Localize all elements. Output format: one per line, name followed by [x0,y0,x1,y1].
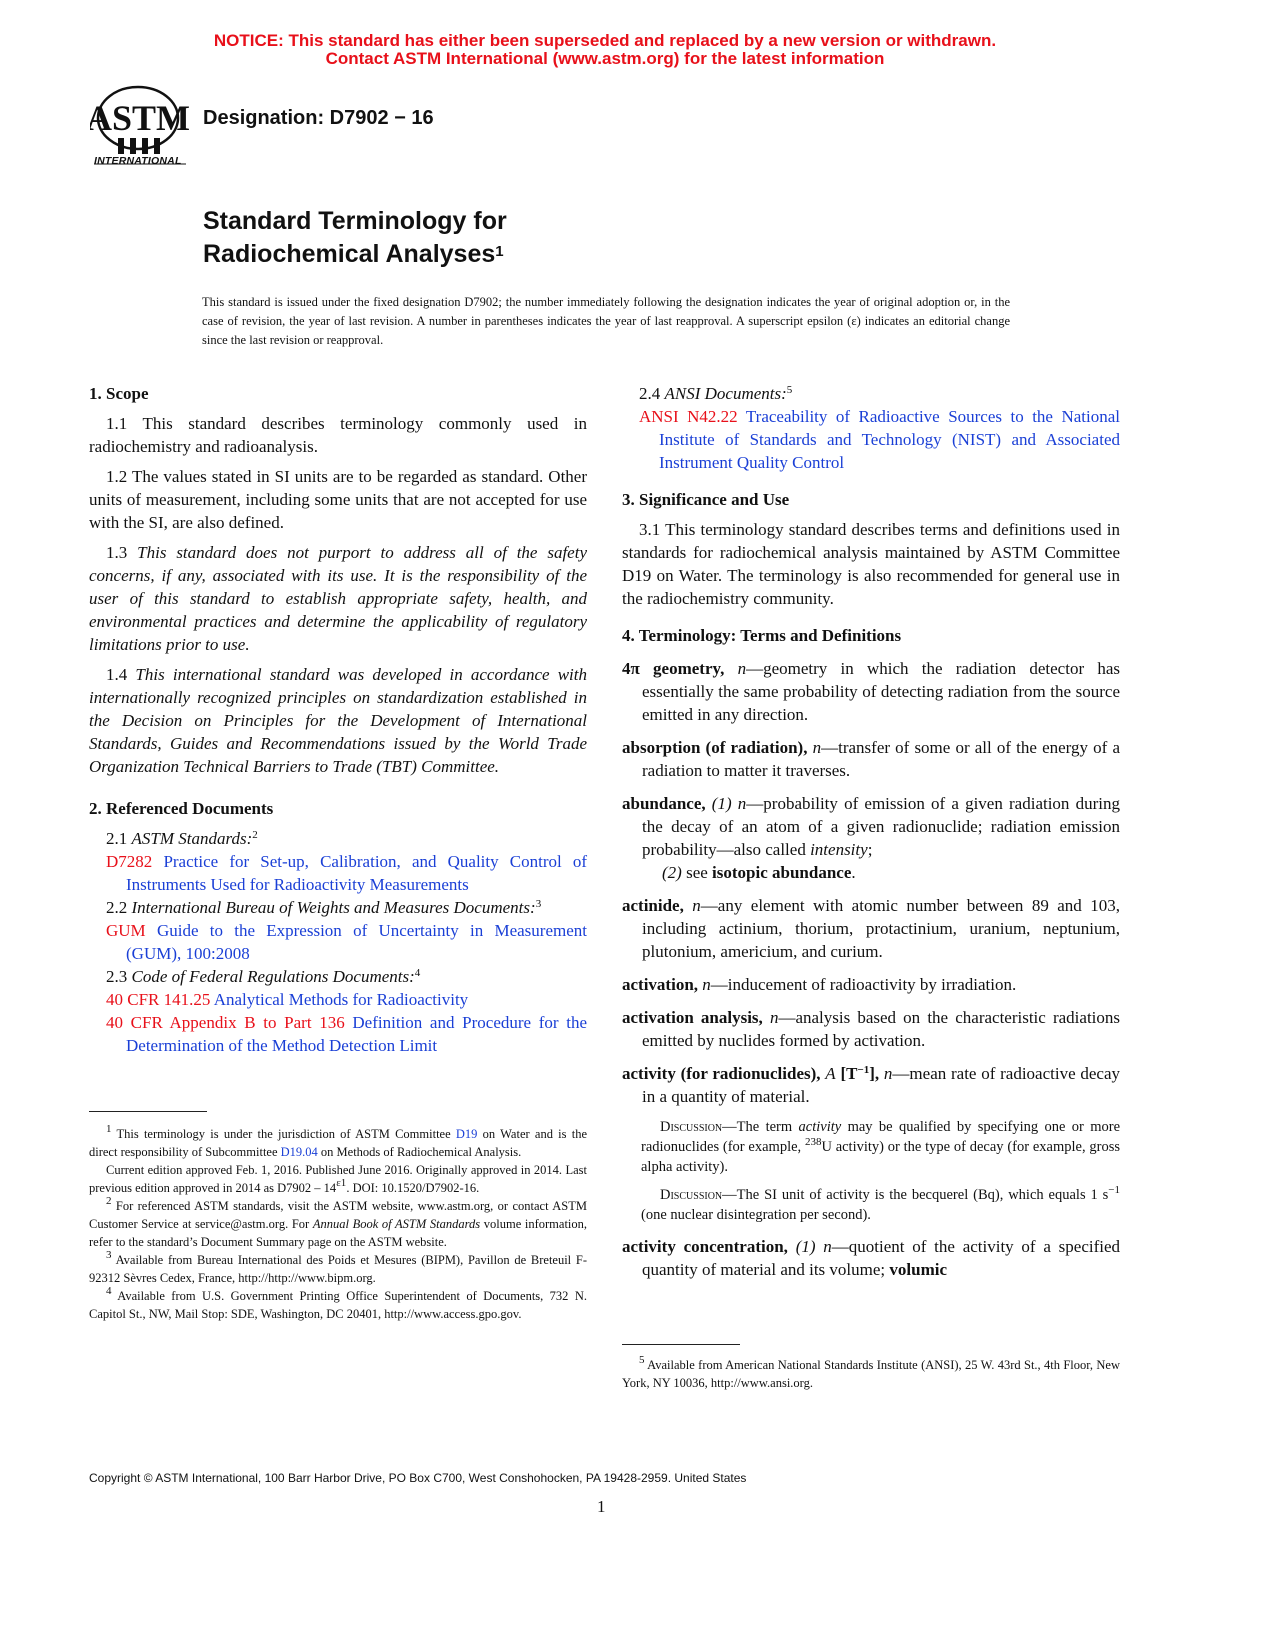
sense-number: (2) [662,863,682,882]
subsection-title: International Bureau of Weights and Measures Documents: [131,898,536,917]
part-of-speech: n [812,738,822,757]
footnotes-right [622,1356,1120,1392]
term-definition: —analysis based on the characteristic radiations emitted by nuclides formed by activation. [642,1008,1121,1050]
subsection-number: 2.4 [639,384,661,403]
term-definition: —transfer of some or all of the energy of a radiation to matter it traverses. [642,738,1120,780]
term-sense-2 [642,863,856,882]
notice-line-2: Contact ASTM International (www.astm.org) for the latest information [325,49,885,68]
term-name: activation, [622,975,699,994]
part-of-speech: n [692,896,701,915]
footnote-separator-right [622,1344,740,1345]
punctuation: . [851,863,856,882]
reference-code-link[interactable]: GUM [106,921,146,940]
footnote-2 [89,1197,587,1251]
part-of-speech: n [702,975,711,994]
title-line-2 [203,238,507,271]
footnote-ref: 5 [786,384,793,396]
footnote-1 [89,1125,587,1161]
document-title [203,205,507,271]
subsection-2-1 [89,827,587,850]
discussion-text: (one nuclear disintegration per second). [641,1207,871,1223]
subsection-2-2 [89,896,587,919]
paragraph-1-3 [89,541,587,656]
sense-number: (1) [795,1237,816,1256]
subsection-title: ASTM Standards: [131,829,253,848]
term-activation [622,973,1120,996]
footnote-4 [89,1287,587,1323]
section-heading-significance: 3. Significance and Use [622,490,790,509]
notice-line-1: NOTICE: This standard has either been superseded and replaced by a new version or withdrawn. [213,31,997,50]
reference-40cfr-141-25 [89,988,587,1011]
title-line-2-text: Radiochemical Analyses [203,240,496,268]
reference-code-link[interactable]: ANSI N42.22 [639,407,738,426]
reference-code-link[interactable]: 40 CFR Appendix B to Part 136 [106,1013,345,1032]
paragraph-number: 1.3 [106,543,128,562]
astm-logo-icon [90,80,190,172]
committee-link[interactable]: D19 [455,1127,478,1141]
term-name: actinide, [622,896,684,915]
footnote-ref: 2 [252,829,258,841]
term-name: activity (for radionuclides), [622,1064,821,1083]
paragraph-1-2: 1.2 The values stated in SI units are to be regarded as standard. Other units of measurement, including some units that are not accepted for use with the SI, are also defined. [89,467,587,532]
term-name: absorption (of radiation), [622,738,808,757]
reference-d7282 [89,850,587,896]
left-column [89,382,587,1057]
discussion-1 [622,1117,1120,1177]
footnote-5 [622,1356,1120,1392]
term-abundance [622,792,1120,884]
footnote-text: on Water and is the direct responsibility of Subcommittee [89,1127,588,1159]
paragraph-text: This international standard was developed in accordance with internationally recognized principles on standardization established in the Decision on Principles for the Development of International Standards, Guides and Recommendations issued by the World Trade Organization Technical Barriers to Trade (TBT) Committee. [89,665,587,776]
footnote-text: . DOI: 10.1520/D7902-16. [346,1181,480,1195]
reference-title-link[interactable]: Definition and Procedure for the Determination of the Method Detection Limit [126,1013,587,1055]
footnote-text: This terminology is under the jurisdiction of ASTM Committee [116,1127,451,1141]
subsection-number: 2.3 [106,967,128,986]
paragraph-3-1: 3.1 This terminology standard describes terms and definitions used in standards for radiochemical analysis maintained by ASTM Committee D19 on Water. The terminology is also recommended for general use in the radiochemistry community. [622,520,1120,608]
subsection-number: 2.1 [106,829,128,848]
footnote-text: Available from Bureau International des Poids et Mesures (BIPM), Pavillon de Breteuil F-92312 Sèvres Cedex, France, http://http://www.bipm.org. [89,1253,588,1285]
part-of-speech: n [737,659,747,678]
term-name: 4π geometry, [622,659,725,678]
term-name: activation analysis, [622,1008,763,1027]
term-synonym: intensity [810,840,868,859]
paragraph-text: This standard does not purport to address all of the safety concerns, if any, associated with its use. It is the responsibility of the user of this standard to establish appropriate safety, health, and environmental practices and determine the applicability of regulatory limitations prior to use. [89,543,587,654]
term-name: abundance, [622,794,706,813]
page-number: 1 [597,1497,606,1516]
subsection-2-3 [89,965,587,988]
title-footnote-ref: 1 [495,243,504,260]
cross-reference: isotopic abundance [712,863,852,882]
footnote-ref: 3 [535,898,542,910]
subsection-number: 2.2 [106,898,128,917]
discussion-text: —The SI unit of activity is the becquerel (Bq), which equals 1 s [722,1187,1109,1203]
footnote-number: 2 [106,1195,112,1207]
term-symbol: A [825,1064,836,1083]
term-dimension [840,1064,879,1083]
unit-exponent: −1 [1108,1184,1120,1196]
svg-text:ASTM: ASTM [90,98,190,138]
reference-title-link[interactable]: Analytical Methods for Radioactivity [213,990,469,1009]
title-line-1: Standard Terminology for [203,207,507,235]
discussion-text: may be qualified by specifying one or more radionuclides (for example, [641,1119,1121,1155]
part-of-speech: n [737,794,747,813]
footnote-separator-left [89,1111,207,1112]
footnote-ref: 4 [414,967,421,979]
term-definition: —probability of emission of a given radiation during the decay of an atom of a given radionuclide; radiation emission probability—also called [642,794,1120,859]
term-activation-analysis [622,1006,1120,1052]
copyright-line: Copyright © ASTM International, 100 Barr Harbor Drive, PO Box C700, West Conshohocken, PA 19428-2959. United States [89,1471,747,1485]
logo-caption: INTERNATIONAL [94,155,182,167]
term-4pi-geometry [622,657,1120,726]
dimension-exponent: −1 [857,1064,870,1076]
footnote-text: on Methods of Radiochemical Analysis. [320,1145,522,1159]
epsilon-superscript: ε1 [336,1177,347,1189]
reference-title-link[interactable]: Practice for Set-up, Calibration, and Quality Control of Instruments Used for Radioactivity Measurements [126,852,588,894]
footnote-number: 4 [106,1285,112,1297]
reference-gum [89,919,587,965]
footnote-number: 1 [106,1123,112,1135]
dimension-text: ], [869,1064,880,1083]
discussion-italic: activity [798,1119,842,1135]
dimension-text: [T [840,1064,858,1083]
footnote-text: volume information, refer to the standard’s Document Summary page on the ASTM website. [89,1217,588,1249]
discussion-2 [622,1185,1120,1225]
term-definition: —quotient of the activity of a specified quantity of material and its volume; [642,1237,1121,1279]
preamble: This standard is issued under the fixed designation D7902; the number immediately following the designation indicates the year of original adoption or, in the case of revision, the year of last revision. A number in parentheses indicates the year of last reapproval. A superscript epsilon (ε) indicates an editorial change since the last revision or reapproval. [202,295,1010,347]
section-heading-referenced-documents: 2. Referenced Documents [89,799,274,818]
subsection-title: ANSI Documents: [664,384,787,403]
subcommittee-link[interactable]: D19.04 [280,1145,318,1159]
part-of-speech: n [883,1064,893,1083]
footnote-number: 5 [639,1354,645,1366]
reference-code-link[interactable]: D7282 [106,852,153,871]
term-activity-concentration [622,1235,1120,1281]
footnote-text: Available from American National Standards Institute (ANSI), 25 W. 43rd St., 4th Floor, New York, NY 10036, http://www.ansi.org. [622,1358,1120,1390]
footnote-italic: Annual Book of ASTM Standards [312,1217,481,1231]
reference-ansi-n42-22 [622,405,1120,474]
term-actinide [622,894,1120,963]
mass-number: 238 [804,1136,822,1148]
term-absorption [622,736,1120,782]
term-definition: —geometry in which the radiation detector has essentially the same probability of detecting radiation from the source emitted in any direction. [642,659,1121,724]
paragraph-number: 1.4 [106,665,128,684]
term-continuation: volumic [889,1260,947,1279]
discussion-label: Discussion [660,1187,723,1203]
footnote-1-edition [89,1161,587,1197]
reference-40cfr-appendix-b [89,1011,587,1057]
footnote-number: 3 [106,1249,112,1261]
part-of-speech: n [823,1237,832,1256]
term-name: activity concentration, [622,1237,788,1256]
designation: Designation: D7902 − 16 [203,107,434,129]
paragraph-1-1: 1.1 This standard describes terminology commonly used in radiochemistry and radioanalysis. [89,414,587,456]
subsection-2-4 [622,382,1120,405]
footnote-3 [89,1251,587,1287]
footnote-text: Available from U.S. Government Printing Office Superintendent of Documents, 732 N. Capitol St., NW, Mail Stop: SDE, Washington, DC 20401, http://www.access.gpo.gov. [89,1289,587,1321]
discussion-label: Discussion [660,1119,723,1135]
reference-code-link[interactable]: 40 CFR 141.25 [106,990,211,1009]
discussion-text: U activity) or the type of decay (for example, gross alpha activity). [641,1139,1120,1175]
discussion-text: —The term [722,1119,793,1135]
term-definition: —mean rate of radioactive decay in a quantity of material. [642,1064,1121,1106]
term-definition: —inducement of radioactivity by irradiation. [710,975,1017,994]
footnotes-left [89,1125,587,1323]
footnote-text: Current edition approved Feb. 1, 2016. Published June 2016. Originally approved in 2014. Last previous edition approved in 2014 as D7902 – 14 [89,1163,587,1195]
sense-number: (1) [711,794,732,813]
right-column [622,382,1120,1290]
reference-title-link[interactable]: Guide to the Expression of Uncertainty in Measurement (GUM), 100:2008 [126,921,588,963]
punctuation: ; [867,840,873,859]
section-heading-terminology: 4. Terminology: Terms and Definitions [622,626,902,645]
superseded-notice [0,32,1210,68]
paragraph-1-4 [89,663,587,778]
reference-title-link[interactable]: Traceability of Radioactive Sources to the National Institute of Standards and Technology (NIST) and Associated Instrument Quality Control [659,407,1120,472]
footnote-text: For referenced ASTM standards, visit the ASTM website, www.astm.org, or contact ASTM Customer Service at service@astm.org. For [89,1199,587,1231]
term-definition: —any element with atomic number between 89 and 103, including actinium, thorium, protactinium, uranium, neptunium, plutonium, americium, and curium. [642,896,1120,961]
subsection-title: Code of Federal Regulations Documents: [131,967,415,986]
see-text: see [686,863,708,882]
part-of-speech: n [769,1008,779,1027]
section-heading-scope: 1. Scope [89,384,149,403]
term-activity [622,1062,1120,1108]
